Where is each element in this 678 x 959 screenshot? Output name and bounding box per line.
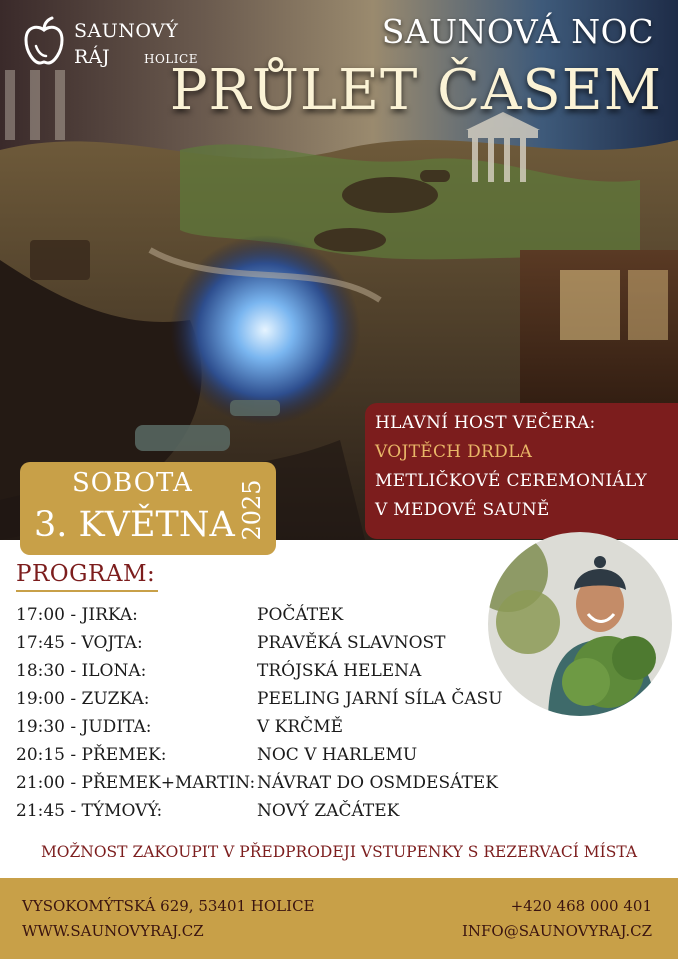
- footer-phone[interactable]: +420 468 000 401: [510, 897, 652, 915]
- schedule-time-host: 21:00 - PŘEMEK+MARTIN:: [16, 773, 256, 793]
- guest-name: VOJTĚCH DRDLA: [375, 442, 533, 462]
- footer-email-link[interactable]: INFO@SAUNOVYRAJ.CZ: [461, 922, 652, 940]
- date-value: 3. KVĚTNA: [34, 505, 235, 545]
- event-title: PRŮLET ČASEM: [169, 58, 662, 123]
- schedule-time-host: 18:30 - ILONA:: [16, 661, 147, 681]
- logo-line-3: HOLICE: [144, 52, 198, 66]
- presale-notice: MOŽNOST ZAKOUPIT V PŘEDPRODEJI VSTUPENKY S REZERVACÍ MÍSTA: [40, 843, 638, 861]
- logo-line-2: RÁJ: [74, 46, 110, 68]
- program-divider: [16, 590, 158, 592]
- guest-line-2: V MEDOVÉ SAUNĚ: [375, 500, 550, 520]
- schedule-title: TRÓJSKÁ HELENA: [257, 661, 422, 681]
- schedule-time-host: 20:15 - PŘEMEK:: [16, 745, 167, 765]
- date-year: 2025: [238, 479, 266, 541]
- schedule-title: PEELING JARNÍ SÍLA ČASU: [257, 689, 503, 709]
- schedule-title: NOC V HARLEMU: [257, 745, 418, 765]
- guest-heading: HLAVNÍ HOST VEČERA:: [375, 413, 596, 433]
- footer-address: VYSOKOMÝTSKÁ 629, 53401 HOLICE: [22, 897, 315, 915]
- main-guest-panel: [365, 403, 678, 539]
- schedule-time-host: 21:45 - TÝMOVÝ:: [16, 801, 163, 821]
- schedule-time-host: 17:45 - VOJTA:: [16, 633, 143, 653]
- guest-portrait-illustration: [488, 532, 672, 716]
- schedule-title: POČÁTEK: [257, 605, 344, 625]
- event-kicker: SAUNOVÁ NOC: [381, 12, 654, 51]
- date-day: SOBOTA: [72, 468, 193, 498]
- schedule-title: NOVÝ ZAČÁTEK: [257, 801, 400, 821]
- guest-photo: [488, 532, 672, 716]
- schedule-time-host: 19:30 - JUDITA:: [16, 717, 152, 737]
- guest-line-1: METLIČKOVÉ CEREMONIÁLY: [375, 471, 648, 491]
- schedule-title: NÁVRAT DO OSMDESÁTEK: [257, 773, 498, 793]
- apple-logo-icon: [22, 16, 66, 70]
- date-badge: [20, 462, 276, 555]
- schedule-time-host: 17:00 - JIRKA:: [16, 605, 138, 625]
- schedule-title: V KRČMĚ: [257, 717, 344, 737]
- footer-website-link[interactable]: WWW.SAUNOVYRAJ.CZ: [22, 922, 204, 940]
- schedule-title: PRAVĚKÁ SLAVNOST: [257, 633, 446, 653]
- footer: [0, 878, 678, 959]
- logo-line-1: SAUNOVÝ: [74, 20, 179, 42]
- date-year-wrap: [232, 472, 272, 548]
- schedule-time-host: 19:00 - ZUZKA:: [16, 689, 150, 709]
- program-heading: PROGRAM:: [16, 561, 156, 587]
